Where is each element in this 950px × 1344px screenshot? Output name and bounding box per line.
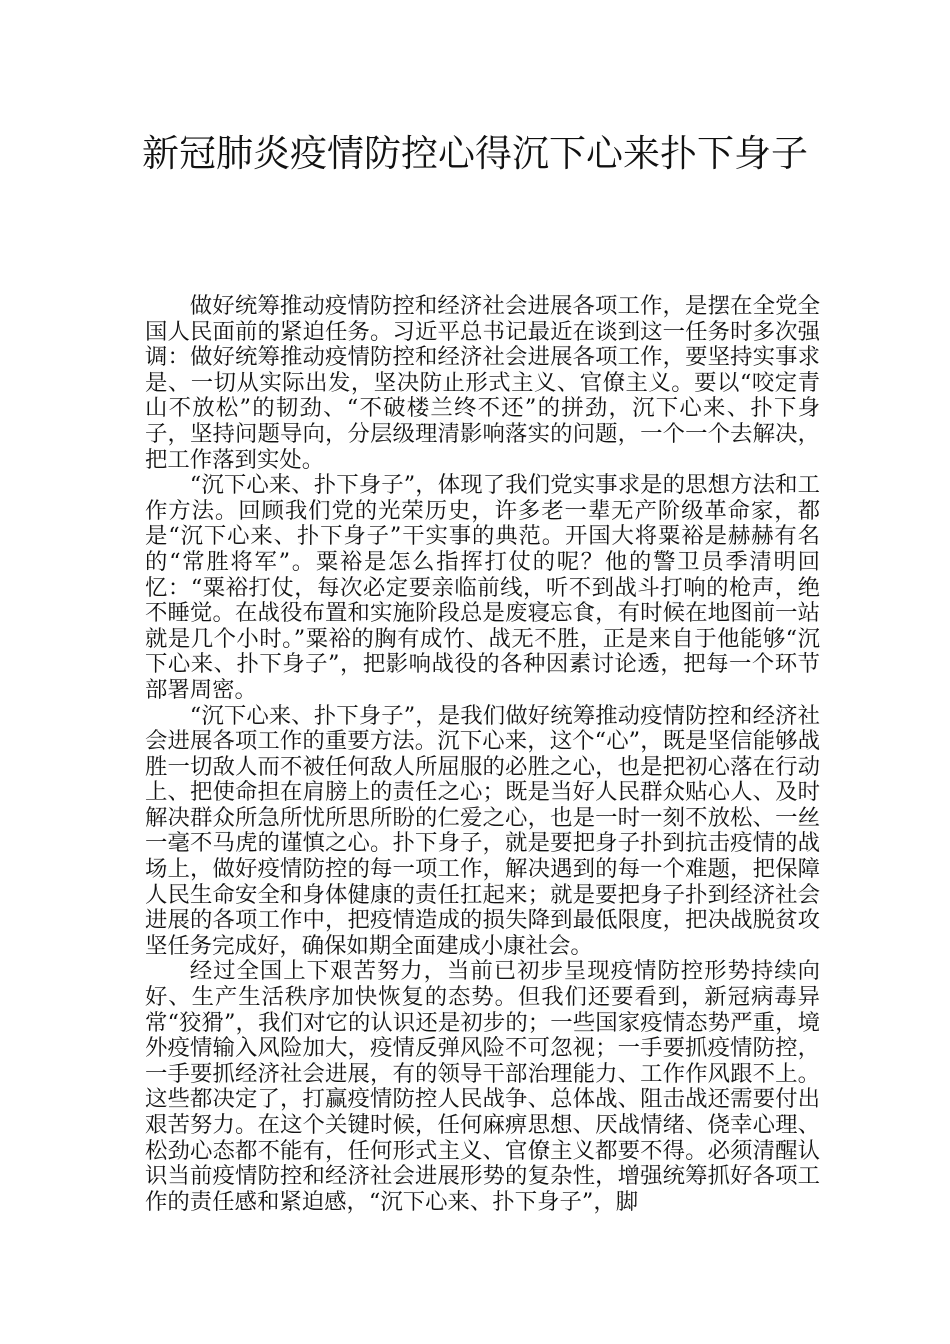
document-title: 新冠肺炎疫情防控心得沉下心来扑下身子 [142,132,808,175]
paragraph-3: “沉下心来、扑下身子”，是我们做好统筹推动疫情防控和经济社会进展各项工作的重要方法。沉下心来，这个“心”，既是坚信能够战胜一切敌人而不被任何敌人所屈服的必胜之心，也是把初心落在行动上、把使命担在肩膀上的责任之心；既是当好人民群众贴心人、及时解决群众所急所忧所思所盼的仁爱之心，也是一时一刻不放松、一丝一毫不马虎的谨慎之心。扑下身子，就是要把身子扑到抗击疫情的战场上，做好疫情防控的每一项工作，解决遇到的每一个难题，把保障人民生命安全和身体健康的责任扛起来；就是要把身子扑到经济社会进展的各项工作中，把疫情造成的损失降到最低限度，把决战脱贫攻坚任务完成好，确保如期全面建成小康社会。 [145,702,820,959]
paragraph-1: 做好统筹推动疫情防控和经济社会进展各项工作，是摆在全党全国人民面前的紧迫任务。习近平总书记最近在谈到这一任务时多次强调：做好统筹推动疫情防控和经济社会进展各项工作，要坚持实事求是、一切从实际出发，坚决防止形式主义、官僚主义。要以“咬定青山不放松”的韧劲、“不破楼兰终不还”的拼劲，沉下心来、扑下身子，坚持问题导向，分层级理清影响落实的问题，一个一个去解决，把工作落到实处。 [145,293,820,473]
document-body [145,294,820,1215]
paragraph-4: 经过全国上下艰苦努力，当前已初步呈现疫情防控形势持续向好、生产生活秩序加快恢复的态势。但我们还要看到，新冠病毒异常“狡猾”，我们对它的认识还是初步的；一些国家疫情态势严重，境外疫情输入风险加大，疫情反弹风险不可忽视；一手要抓疫情防控，一手要抓经济社会进展，有的领导干部治理能力、工作作风跟不上。这些都决定了，打赢疫情防控人民战争、总体战、阻击战还需要付出艰苦努力。在这个关键时候，任何麻痹思想、厌战情绪、侥幸心理、松劲心态都不能有，任何形式主义、官僚主义都要不得。必须清醒认识当前疫情防控和经济社会进展形势的复杂性，增强统筹抓好各项工作的责任感和紧迫感，“沉下心来、扑下身子”，脚 [145,958,820,1215]
paragraph-2: “沉下心来、扑下身子”，体现了我们党实事求是的思想方法和工作方法。回顾我们党的光荣历史，许多老一辈无产阶级革命家，都是“沉下心来、扑下身子”干实事的典范。开国大将粟裕是赫赫有名的“常胜将军”。粟裕是怎么指挥打仗的呢？他的警卫员季清明回忆：“粟裕打仗，每次必定要亲临前线，听不到战斗打响的枪声，绝不睡觉。在战役布置和实施阶段总是废寝忘食，有时候在地图前一站就是几个小时。”粟裕的胸有成竹、战无不胜，正是来自于他能够“沉下心来、扑下身子”，把影响战役的各种因素讨论透，把每一个环节部署周密。 [145,472,820,703]
